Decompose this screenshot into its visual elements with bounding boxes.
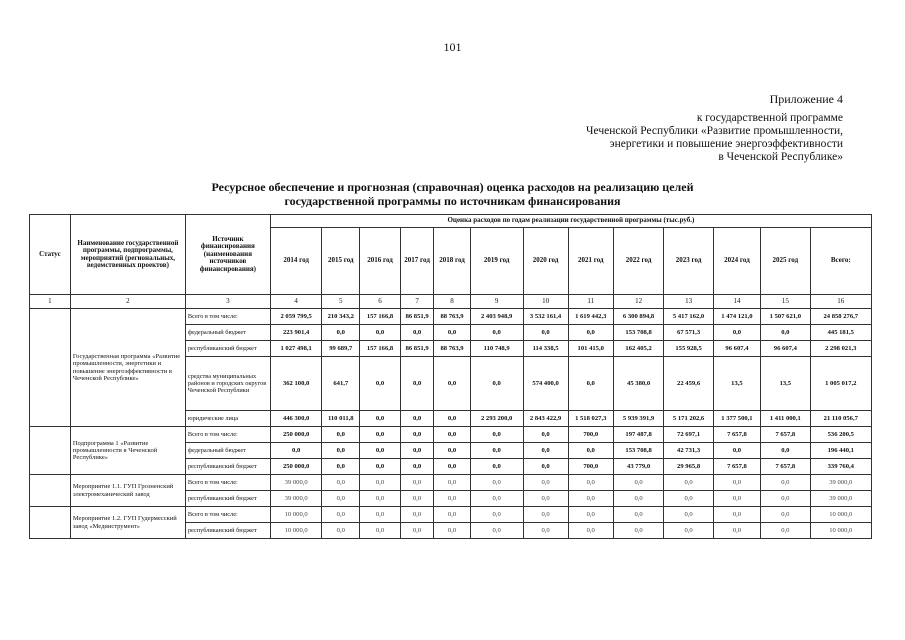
amount-cell: 197 487,8 — [613, 427, 664, 443]
amount-cell: 101 415,0 — [568, 341, 613, 357]
funding-source: республиканский бюджет — [185, 459, 270, 475]
amount-cell: 1 619 442,3 — [568, 309, 613, 325]
amount-cell: 39 000,0 — [270, 475, 322, 491]
amount-cell: 0,0 — [322, 475, 360, 491]
amount-cell: 88 763,9 — [434, 341, 471, 357]
amount-cell: 86 851,9 — [400, 341, 433, 357]
amount-cell: 5 171 202,6 — [664, 411, 713, 427]
amount-cell: 0,0 — [360, 475, 401, 491]
amount-cell: 3 532 161,4 — [523, 309, 568, 325]
amount-cell: 21 110 056,7 — [810, 411, 871, 427]
amount-cell: 0,0 — [523, 443, 568, 459]
amount-cell: 700,0 — [568, 459, 613, 475]
amount-cell: 0,0 — [568, 357, 613, 411]
amount-cell: 0,0 — [568, 475, 613, 491]
amount-cell: 7 657,8 — [713, 459, 760, 475]
column-number: 7 — [400, 295, 433, 309]
header-estimate: Оценка расходов по годам реализации государственной программы (тыс.руб.) — [270, 215, 871, 228]
status-cell — [30, 475, 71, 507]
reference-line: в Чеченской Республике» — [718, 151, 843, 163]
header-year: Всего: — [810, 228, 871, 295]
amount-cell: 0,0 — [568, 443, 613, 459]
header-source: Источник финансирования (наименования источников финансирования) — [185, 215, 270, 295]
amount-cell: 10 000,0 — [810, 523, 871, 539]
amount-cell: 10 000,0 — [270, 507, 322, 523]
amount-cell: 0,0 — [470, 475, 523, 491]
amount-cell: 24 858 276,7 — [810, 309, 871, 325]
amount-cell: 0,0 — [470, 427, 523, 443]
amount-cell: 0,0 — [360, 325, 401, 341]
amount-cell: 0,0 — [470, 325, 523, 341]
amount-cell: 0,0 — [400, 475, 433, 491]
amount-cell: 0,0 — [360, 459, 401, 475]
amount-cell: 0,0 — [664, 475, 713, 491]
amount-cell: 0,0 — [434, 507, 471, 523]
amount-cell: 2 059 799,5 — [270, 309, 322, 325]
amount-cell: 0,0 — [761, 491, 810, 507]
table-row — [30, 309, 872, 325]
header-year: 2014 год — [270, 228, 322, 295]
amount-cell: 0,0 — [761, 475, 810, 491]
reference-line: Чеченской Республики «Развитие промышленности, — [586, 125, 843, 137]
amount-cell: 0,0 — [434, 357, 471, 411]
title-line: государственной программы по источникам финансирования — [284, 194, 621, 208]
amount-cell: 0,0 — [761, 325, 810, 341]
header-year: 2019 год — [470, 228, 523, 295]
header-name: Наименование государственной программы, подпрограммы, мероприятий (региональных, ведомственных проектов) — [70, 215, 185, 295]
document-title — [0, 180, 905, 208]
column-number: 11 — [568, 295, 613, 309]
amount-cell: 5 939 391,9 — [613, 411, 664, 427]
amount-cell: 72 697,1 — [664, 427, 713, 443]
amount-cell: 0,0 — [470, 357, 523, 411]
header-year: 2020 год — [523, 228, 568, 295]
amount-cell: 2 298 021,3 — [810, 341, 871, 357]
amount-cell: 0,0 — [434, 523, 471, 539]
amount-cell: 0,0 — [400, 325, 433, 341]
amount-cell: 0,0 — [322, 325, 360, 341]
amount-cell: 0,0 — [470, 459, 523, 475]
funding-source: федеральный бюджет — [185, 443, 270, 459]
program-name: Подпрограмма 1 «Развитие промышленности в Чеченской Республике» — [70, 427, 185, 475]
amount-cell: 0,0 — [360, 411, 401, 427]
amount-cell: 0,0 — [434, 491, 471, 507]
amount-cell: 22 459,6 — [664, 357, 713, 411]
amount-cell: 1 027 498,1 — [270, 341, 322, 357]
amount-cell: 0,0 — [360, 357, 401, 411]
amount-cell: 110 011,8 — [322, 411, 360, 427]
amount-cell: 0,0 — [400, 427, 433, 443]
column-number: 3 — [185, 295, 270, 309]
amount-cell: 67 571,3 — [664, 325, 713, 341]
amount-cell: 42 731,3 — [664, 443, 713, 459]
status-cell — [30, 309, 71, 427]
program-name: Государственная программа «Развитие промышленности, энергетики и повышение энергоэффективности в Чеченской Республике» — [70, 309, 185, 427]
amount-cell: 10 000,0 — [270, 523, 322, 539]
amount-cell: 0,0 — [400, 507, 433, 523]
amount-cell: 13,5 — [761, 357, 810, 411]
amount-cell: 536 200,5 — [810, 427, 871, 443]
amount-cell: 0,0 — [713, 507, 760, 523]
amount-cell: 0,0 — [434, 411, 471, 427]
funding-source: Всего в том числе: — [185, 475, 270, 491]
reference-line: к государственной программе — [696, 112, 843, 124]
amount-cell: 96 607,4 — [761, 341, 810, 357]
header-year: 2021 год — [568, 228, 613, 295]
column-number: 9 — [470, 295, 523, 309]
amount-cell: 0,0 — [434, 459, 471, 475]
column-number: 8 — [434, 295, 471, 309]
amount-cell: 0,0 — [360, 443, 401, 459]
amount-cell: 2 403 948,9 — [470, 309, 523, 325]
amount-cell: 0,0 — [523, 507, 568, 523]
column-number: 12 — [613, 295, 664, 309]
funding-source: республиканский бюджет — [185, 341, 270, 357]
funding-source: Всего в том числе: — [185, 309, 270, 325]
amount-cell: 0,0 — [470, 443, 523, 459]
amount-cell: 0,0 — [434, 325, 471, 341]
amount-cell: 0,0 — [360, 491, 401, 507]
amount-cell: 574 400,0 — [523, 357, 568, 411]
amount-cell: 6 300 894,8 — [613, 309, 664, 325]
header-year: 2017 год — [400, 228, 433, 295]
amount-cell: 0,0 — [568, 523, 613, 539]
amount-cell: 1 507 621,0 — [761, 309, 810, 325]
amount-cell: 45 380,0 — [613, 357, 664, 411]
table-row — [30, 427, 872, 443]
amount-cell: 2 293 200,0 — [470, 411, 523, 427]
amount-cell: 157 166,8 — [360, 341, 401, 357]
amount-cell: 0,0 — [568, 491, 613, 507]
header-year: 2024 год — [713, 228, 760, 295]
amount-cell: 0,0 — [664, 507, 713, 523]
amount-cell: 0,0 — [568, 325, 613, 341]
appendix-label: Приложение 4 — [769, 92, 843, 106]
amount-cell: 0,0 — [470, 507, 523, 523]
amount-cell: 7 657,8 — [761, 459, 810, 475]
amount-cell: 445 181,5 — [810, 325, 871, 341]
column-number: 15 — [761, 295, 810, 309]
amount-cell: 0,0 — [523, 459, 568, 475]
amount-cell: 0,0 — [434, 427, 471, 443]
amount-cell: 0,0 — [434, 475, 471, 491]
amount-cell: 210 343,2 — [322, 309, 360, 325]
amount-cell: 153 708,8 — [613, 443, 664, 459]
amount-cell: 0,0 — [523, 475, 568, 491]
amount-cell: 250 000,0 — [270, 427, 322, 443]
amount-cell: 0,0 — [470, 523, 523, 539]
amount-cell: 1 518 027,3 — [568, 411, 613, 427]
amount-cell: 39 000,0 — [810, 491, 871, 507]
amount-cell: 0,0 — [400, 523, 433, 539]
amount-cell: 157 166,8 — [360, 309, 401, 325]
amount-cell: 0,0 — [613, 491, 664, 507]
header-year: 2018 год — [434, 228, 471, 295]
amount-cell: 0,0 — [713, 443, 760, 459]
funding-source: республиканский бюджет — [185, 491, 270, 507]
funding-source: Всего в том числе: — [185, 427, 270, 443]
amount-cell: 0,0 — [270, 443, 322, 459]
table-row — [30, 507, 872, 523]
status-cell — [30, 507, 71, 539]
amount-cell: 0,0 — [322, 427, 360, 443]
reference-line: энергетики и повышение энергоэффективности — [609, 138, 843, 150]
column-number: 13 — [664, 295, 713, 309]
funding-source: юридические лица — [185, 411, 270, 427]
amount-cell: 7 657,8 — [761, 427, 810, 443]
column-number: 1 — [30, 295, 71, 309]
amount-cell: 0,0 — [664, 491, 713, 507]
amount-cell: 0,0 — [400, 357, 433, 411]
column-number: 6 — [360, 295, 401, 309]
amount-cell: 0,0 — [761, 507, 810, 523]
amount-cell: 0,0 — [761, 443, 810, 459]
amount-cell: 446 300,0 — [270, 411, 322, 427]
amount-cell: 5 417 162,0 — [664, 309, 713, 325]
header-year: 2022 год — [613, 228, 664, 295]
amount-cell: 162 405,2 — [613, 341, 664, 357]
header-status: Статус — [30, 215, 71, 295]
header-year: 2023 год — [664, 228, 713, 295]
amount-cell: 0,0 — [713, 325, 760, 341]
amount-cell: 153 708,8 — [613, 325, 664, 341]
amount-cell: 0,0 — [613, 523, 664, 539]
page-number: 101 — [443, 40, 462, 54]
amount-cell: 0,0 — [322, 459, 360, 475]
amount-cell: 1 411 000,1 — [761, 411, 810, 427]
amount-cell: 0,0 — [613, 475, 664, 491]
amount-cell: 114 338,5 — [523, 341, 568, 357]
funding-source: Всего в том числе: — [185, 507, 270, 523]
amount-cell: 0,0 — [322, 523, 360, 539]
amount-cell: 0,0 — [400, 443, 433, 459]
amount-cell: 362 100,0 — [270, 357, 322, 411]
amount-cell: 339 760,4 — [810, 459, 871, 475]
amount-cell: 99 689,7 — [322, 341, 360, 357]
amount-cell: 0,0 — [400, 491, 433, 507]
amount-cell: 1 377 500,1 — [713, 411, 760, 427]
amount-cell: 29 965,8 — [664, 459, 713, 475]
amount-cell: 7 657,8 — [713, 427, 760, 443]
amount-cell: 0,0 — [322, 491, 360, 507]
amount-cell: 0,0 — [360, 427, 401, 443]
column-number: 10 — [523, 295, 568, 309]
amount-cell: 0,0 — [523, 325, 568, 341]
table-row — [30, 475, 872, 491]
amount-cell: 110 748,9 — [470, 341, 523, 357]
amount-cell: 155 928,5 — [664, 341, 713, 357]
amount-cell: 1 005 017,2 — [810, 357, 871, 411]
amount-cell: 96 607,4 — [713, 341, 760, 357]
amount-cell: 1 474 121,0 — [713, 309, 760, 325]
resource-table — [29, 214, 872, 539]
amount-cell: 0,0 — [568, 507, 613, 523]
header-year: 2025 год — [761, 228, 810, 295]
amount-cell: 0,0 — [434, 443, 471, 459]
amount-cell: 0,0 — [664, 523, 713, 539]
column-number: 5 — [322, 295, 360, 309]
title-line: Ресурсное обеспечение и прогнозная (справочная) оценка расходов на реализацию целей — [211, 180, 694, 194]
program-name: Мероприятие 1.2. ГУП Гудермесский завод «Медииструмент» — [70, 507, 185, 539]
amount-cell: 0,0 — [470, 491, 523, 507]
funding-source: федеральный бюджет — [185, 325, 270, 341]
amount-cell: 0,0 — [523, 491, 568, 507]
header-year: 2015 год — [322, 228, 360, 295]
amount-cell: 700,0 — [568, 427, 613, 443]
amount-cell: 88 763,9 — [434, 309, 471, 325]
amount-cell: 0,0 — [761, 523, 810, 539]
status-cell — [30, 427, 71, 475]
column-number: 4 — [270, 295, 322, 309]
amount-cell: 641,7 — [322, 357, 360, 411]
amount-cell: 0,0 — [713, 523, 760, 539]
amount-cell: 0,0 — [360, 523, 401, 539]
amount-cell: 0,0 — [360, 507, 401, 523]
column-number: 2 — [70, 295, 185, 309]
program-name: Мероприятие 1.1. ГУП Грозненский электромеханический завод — [70, 475, 185, 507]
amount-cell: 0,0 — [400, 459, 433, 475]
amount-cell: 10 000,0 — [810, 507, 871, 523]
amount-cell: 0,0 — [523, 523, 568, 539]
amount-cell: 0,0 — [322, 443, 360, 459]
amount-cell: 223 901,4 — [270, 325, 322, 341]
amount-cell: 196 440,1 — [810, 443, 871, 459]
funding-source: республиканский бюджет — [185, 523, 270, 539]
amount-cell: 0,0 — [400, 411, 433, 427]
amount-cell: 43 779,0 — [613, 459, 664, 475]
column-number: 14 — [713, 295, 760, 309]
amount-cell: 86 851,9 — [400, 309, 433, 325]
amount-cell: 39 000,0 — [810, 475, 871, 491]
funding-source: средства муниципальных районов и городских округов Чеченской Республики — [185, 357, 270, 411]
header-year: 2016 год — [360, 228, 401, 295]
appendix-reference — [423, 112, 843, 164]
amount-cell: 13,5 — [713, 357, 760, 411]
amount-cell: 2 843 422,9 — [523, 411, 568, 427]
amount-cell: 39 000,0 — [270, 491, 322, 507]
amount-cell: 0,0 — [322, 507, 360, 523]
amount-cell: 0,0 — [613, 507, 664, 523]
amount-cell: 0,0 — [713, 475, 760, 491]
amount-cell: 0,0 — [523, 427, 568, 443]
column-number: 16 — [810, 295, 871, 309]
amount-cell: 250 000,0 — [270, 459, 322, 475]
amount-cell: 0,0 — [713, 491, 760, 507]
